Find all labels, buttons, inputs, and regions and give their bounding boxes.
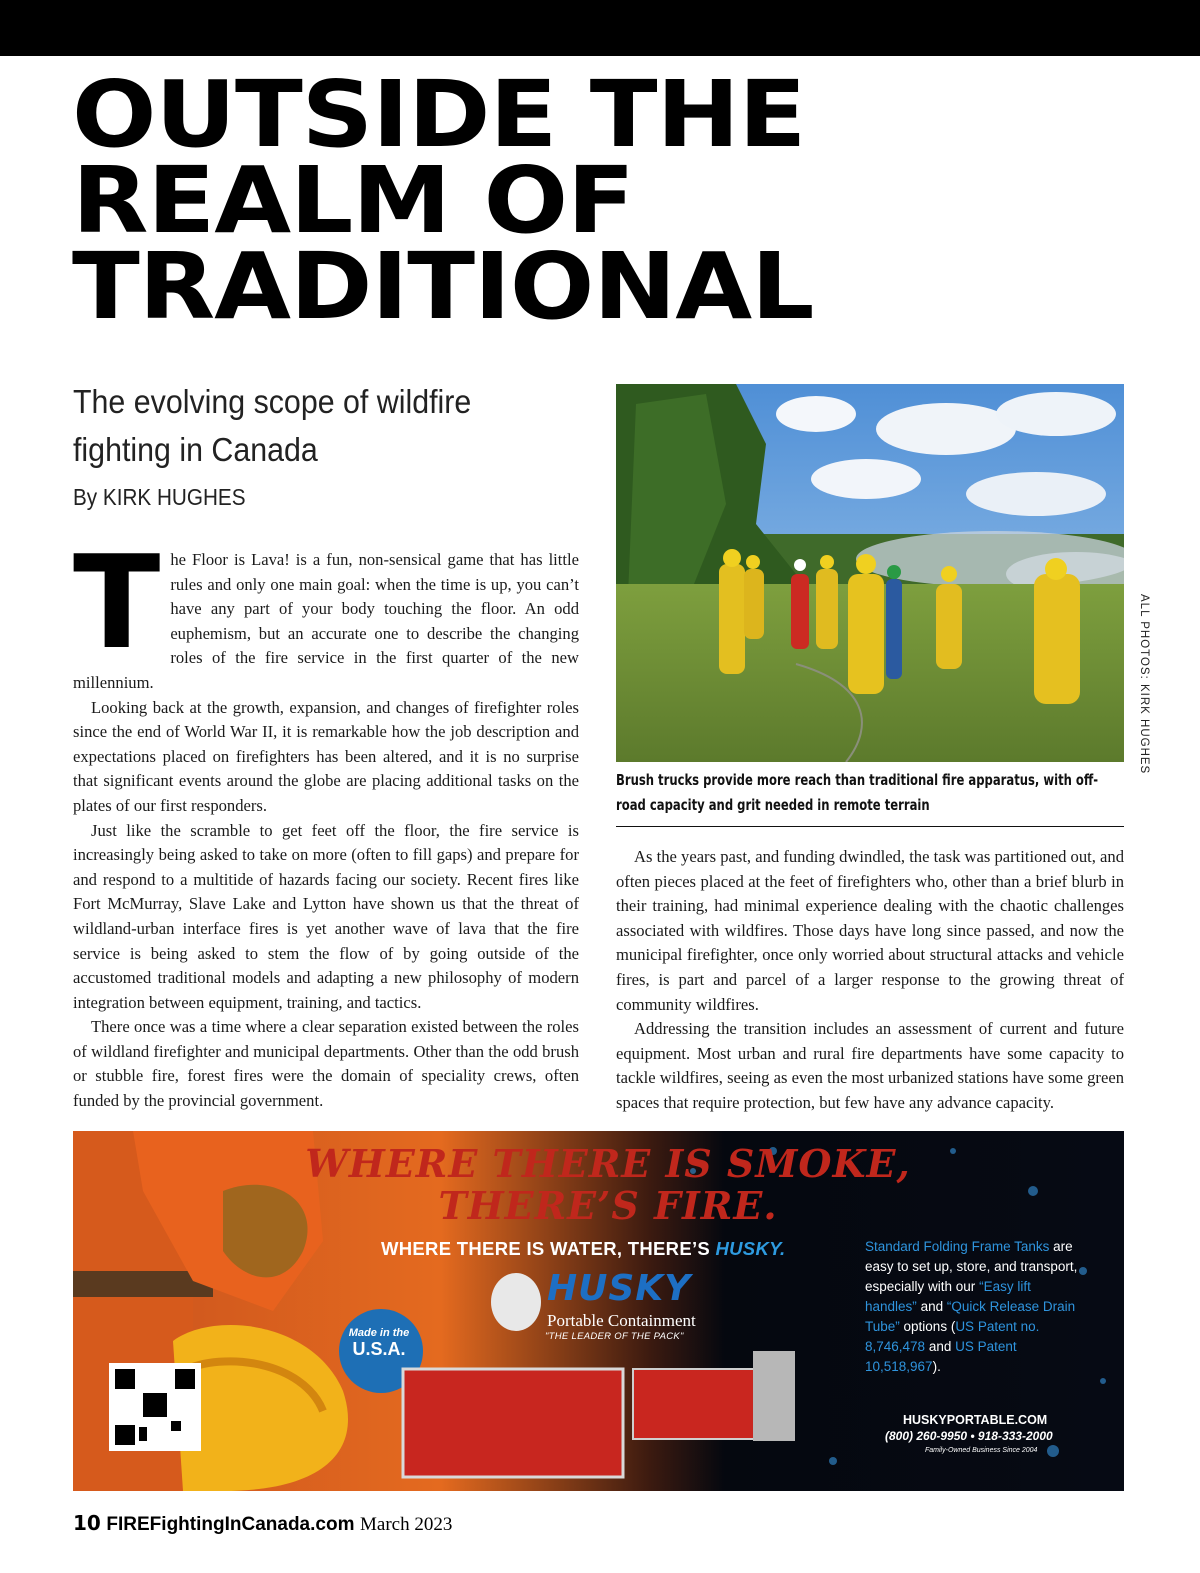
article-right-column [616, 845, 1124, 1116]
drop-cap: T [73, 529, 161, 678]
photo-caption: Brush trucks provide more reach than traditional fire apparatus, with off-road capacity and grit needed in remote terrain [616, 771, 1099, 814]
paragraph: Looking back at the growth, expansion, and changes of firefighter roles since the end of World War II, it is remarkable how the job description and expectations placed on firefighters has been altered, and it is no surprise that significant events around the globe are placing additional tasks on the plates of our first responders. [73, 697, 579, 815]
ad-body-span: and [920, 1299, 944, 1314]
byline: By KIRK HUGHES [73, 484, 246, 510]
ad-portable-containment: Portable Containment [547, 1311, 696, 1330]
headline-line-3: TRADITIONAL [72, 233, 814, 340]
ad-body-span: “Quick Release Drain Tube” [865, 1299, 1076, 1334]
ad-body-span: Standard Folding Frame Tanks [865, 1239, 1050, 1254]
ad-water-tagline [381, 1238, 786, 1260]
ad-body-span: ). [932, 1359, 941, 1374]
paragraph: Addressing the transition includes an assessment of current and future equipment. Most urban and rural fire departments have some capacity to tackle wildfires, seeing as even the most urbanized stations have some green spaces that require protection, but few have any advance capacity. [616, 1019, 1124, 1112]
ad-water-text: WHERE THERE IS WATER, THERE’S [381, 1238, 716, 1259]
qr-code-icon[interactable] [109, 1363, 201, 1451]
paragraph: he Floor is Lava! is a fun, non-sensical game that has little rules and only one main goal: when the time is up, you can’t have any part of your body touching the floor. An odd euphemism, but an accurate one to describe the changing roles of the fire service in the first quarter of the new millennium. [73, 550, 579, 692]
ad-brand: HUSKY [547, 1268, 692, 1309]
ad-smoke-line-1: WHERE THERE IS SMOKE, [305, 1141, 911, 1186]
ad-body-span: “Easy lift handles” [865, 1279, 1031, 1314]
husky-advertisement[interactable] [73, 1131, 1124, 1491]
husky-logo-icon [491, 1273, 541, 1331]
ad-body-span: US Patent 10,518,967 [865, 1339, 1017, 1374]
usa-label: U.S.A. [352, 1339, 406, 1359]
ad-family-owned-note: Family-Owned Business Since 2004 [925, 1447, 1038, 1454]
paragraph: Just like the scramble to get feet off the floor, the fire service is increasingly being asked to take on more (often to fill gaps) and prepare for and respond to a multitide of hazards facing our society. Recent fires like Fort McMurray, Slave Lake and Lytton have shown us that the threat of wildland-urban interface fires is yet another wave of lava that the fire service is being asked to stem the flow of by going outside of the accustomed traditional models and adapting a new philosophy of modern integration between equipment, training, and tactics. [73, 820, 579, 1012]
headline [72, 61, 972, 340]
headline-line-2: REALM OF [72, 147, 634, 254]
ad-body-span: are easy to set up, store, and transport, especially with our [865, 1239, 1078, 1294]
caption-divider [616, 826, 1124, 827]
ad-body-copy [865, 1237, 1080, 1377]
footer-date: March 2023 [360, 1514, 453, 1535]
ad-leader-slogan: "THE LEADER OF THE PACK" [545, 1331, 684, 1342]
ad-website-link[interactable]: HUSKYPORTABLE.COM [903, 1413, 1048, 1427]
ad-phone-numbers: (800) 260-9950 • 918-333-2000 [885, 1429, 1053, 1443]
ad-body-span: US Patent no. 8,746,478 [865, 1319, 1040, 1354]
page-number: 10 [73, 1511, 101, 1535]
top-bar [0, 0, 1200, 56]
deck-subtitle: The evolving scope of wildfire fighting in Canada [73, 383, 472, 468]
footer-site[interactable]: FIREFightingInCanada.com [106, 1514, 355, 1535]
ad-body-span: options ( [903, 1319, 956, 1334]
ad-body-span: and [928, 1339, 952, 1354]
made-in-label: Made in the [348, 1327, 410, 1339]
made-in-usa-badge [343, 1327, 415, 1360]
ad-water-brand: HUSKY. [715, 1238, 786, 1259]
article-left-column [73, 529, 579, 1114]
photo-credit: ALL PHOTOS: KIRK HUGHES [1138, 594, 1150, 775]
ad-smoke-headline [288, 1143, 928, 1227]
paragraph: There once was a time where a clear separation existed between the roles of wildland firefighter and municipal departments. Other than the odd brush or stubble fire, forest fires were the domain of speciality crews, often funded by the provincial government. [73, 1017, 579, 1111]
ad-smoke-line-2: THERE’S FIRE. [438, 1183, 778, 1228]
article-photo [616, 384, 1124, 762]
page-footer [73, 1511, 452, 1536]
headline-line-1: OUTSIDE THE [72, 61, 806, 168]
paragraph: As the years past, and funding dwindled, the task was partitioned out, and often pieces placed at the feet of firefighters who, other than a brief blurb in their training, had minimal experience dealing with the chaotic challenges associated with wildfires. Those days have long since passed, and now the municipal firefighter, once only worried about structural attacks and vehicle fires, is part and parcel of a larger response to the growing threat of community wildfires. [616, 847, 1124, 1014]
